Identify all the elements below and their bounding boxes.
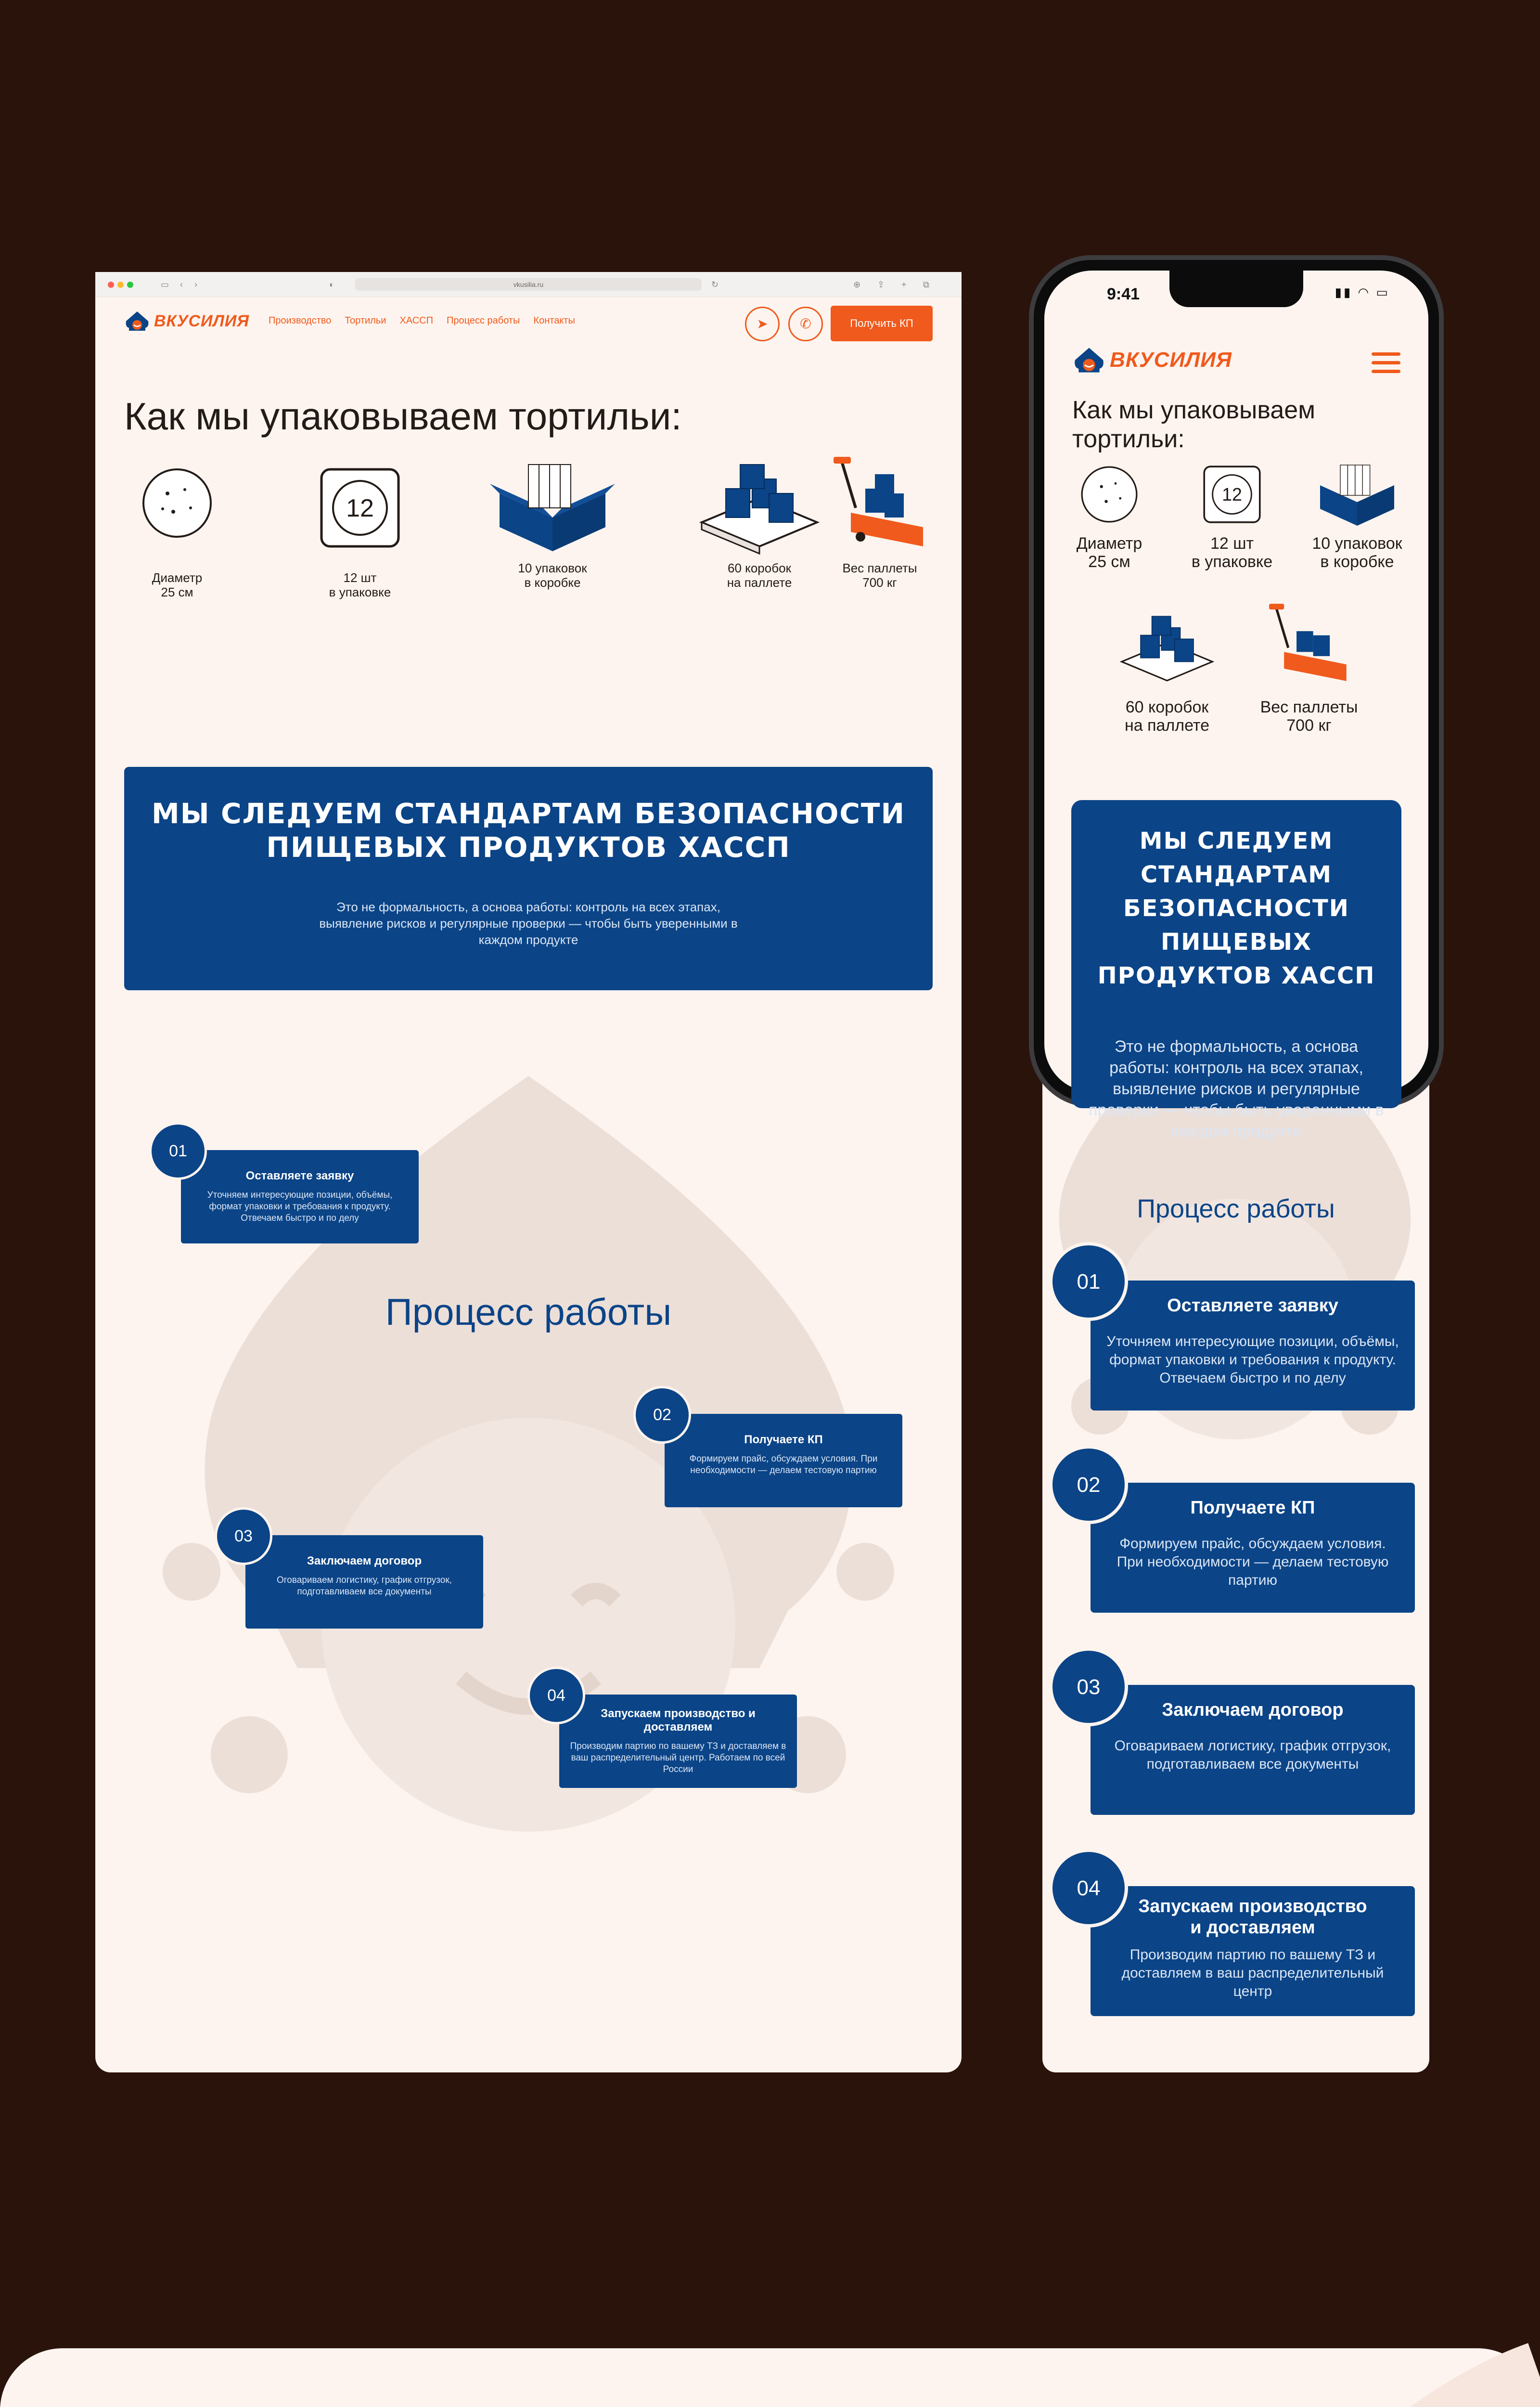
packaging-title: Как мы упаковываем тортильи: [124,395,682,438]
telegram-icon: ➤ [757,316,768,331]
tortilla-icon [1078,463,1141,526]
tortilla-icon [139,465,216,542]
main-nav [269,315,575,326]
step-badge-2: 02 [1049,1445,1128,1524]
pack-item-pallet [687,455,832,590]
tabs-overview-icon[interactable]: ⧉ [923,280,929,289]
pack-label: 10 упаковок в коробке [518,561,587,590]
process-title: Процесс работы [1137,1194,1335,1223]
mobile-page-continuation [1042,992,1429,2072]
step-badge-2: 02 [633,1386,691,1444]
haccp-description: Это не формальность, а основа работы: контроль на всех этапах, выявление рисков и регулярные проверки — чтобы быть уверенными в каждом продукте [1089,1037,1384,1140]
pack-badge: 12 [346,494,374,522]
desktop-mockup [95,272,962,2072]
step-title: Получаете КП [744,1433,823,1446]
reload-icon[interactable]: ↻ [711,280,719,289]
pallet-icon [692,455,827,551]
step-badge-3: 03 [215,1507,272,1565]
personas-section [0,2348,1540,2407]
step-card-2 [1091,1483,1415,1613]
pack-label: Диаметр 25 см [1076,534,1142,571]
phone-button[interactable] [788,307,823,341]
step-badge-1: 01 [1049,1242,1128,1321]
telegram-button[interactable] [745,307,780,341]
haccp-title: МЫ СЛЕДУЕМ СТАНДАРТАМ БЕЗОПАСНОСТИ ПИЩЕВЫХ ПРОДУКТОВ ХАССП [151,797,906,864]
minimize-window-button[interactable] [117,282,124,288]
pallet-icon [1114,608,1220,689]
step-description: Уточняем интересующие позиции, объёмы, формат упаковки и требования к продукту. Отвечаем быстро и по делу [1106,1333,1399,1386]
url-text: vkusilia.ru [513,281,544,288]
step-badge-3: 03 [1049,1647,1128,1726]
nav-link-production[interactable]: Производство [269,315,332,326]
logo-chef-hat-icon [1072,347,1106,374]
step-badge-1: 01 [149,1122,207,1180]
step-title: Заключаем договор [307,1554,422,1567]
browser-toolbar [95,272,962,297]
step-title: Запускаем производство и доставляем [601,1707,756,1734]
step-title: Оставляете заявку [245,1169,354,1182]
pack-item-weight [817,455,942,590]
haccp-banner [1071,800,1401,1140]
nav-link-contacts[interactable]: Контакты [533,315,575,326]
pack-item-weight [1256,598,1362,735]
step-description: Формируем прайс, обсуждаем условия. При необходимости — делаем тестовую партию [1116,1536,1389,1588]
step-card-3 [1091,1685,1415,1815]
step-badge-4: 04 [527,1667,585,1724]
pallet-jack-icon [1263,598,1355,689]
close-window-button[interactable] [108,282,114,288]
pack-item-quantity [307,465,413,599]
address-bar[interactable] [355,278,702,291]
logo-text: ВКУСИЛИЯ [154,311,250,330]
sidebar-icon[interactable]: ▭ [161,280,169,289]
haccp-banner [124,767,933,990]
pack-badge: 12 [1222,484,1242,505]
step-description: Оговариваем логистику, график отгрузок, подготавливаем все документы [1114,1738,1391,1772]
back-icon[interactable]: ‹ [180,280,183,289]
nav-link-process[interactable]: Процесс работы [446,315,520,326]
step-description: Формируем прайс, обсуждаем условия. При необходимости — делаем тестовую партию [689,1454,878,1475]
step-title: Получаете КП [1190,1498,1315,1518]
pack-label: Вес паллеты 700 кг [1260,698,1358,735]
logo-text: ВКУСИЛИЯ [1110,348,1232,372]
forward-icon[interactable]: › [194,280,197,289]
site-header [95,297,962,345]
site-logo[interactable] [124,311,249,332]
new-tab-icon[interactable]: + [901,280,907,289]
haccp-title: МЫ СЛЕДУЕМ СТАНДАРТАМ БЕЗОПАСНОСТИ ПИЩЕВЫХ ПРОДУКТОВ ХАССП [1097,828,1375,989]
box-icon [485,455,620,551]
step-card-2 [665,1414,902,1507]
phone-screen [1044,271,1428,1140]
pack-label: 12 шт в упаковке [329,570,391,599]
site-logo[interactable] [1072,347,1232,374]
step-card-1 [181,1150,419,1243]
nav-link-tortillas[interactable]: Тортильи [345,315,386,326]
phone-bezel [1034,260,1439,1140]
pack-item-diameter [1064,463,1155,571]
phone-icon: ✆ [800,316,811,331]
status-time: 9:41 [1107,285,1140,303]
phone-mockup [1029,255,1444,1140]
pack-label: Вес паллеты 700 кг [842,561,917,590]
box-icon [1309,458,1405,526]
step-title: Оставляете заявку [1167,1295,1338,1316]
dynamic-island [1169,271,1303,307]
pack-label: 60 коробок на паллете [727,561,792,590]
pack-item-diameter [124,465,230,599]
step-card-1 [1091,1281,1415,1411]
pack-12-icon [317,465,403,551]
pack-label: 10 упаковок в коробке [1312,534,1402,571]
get-offer-button[interactable]: Получить КП [831,306,933,341]
step-card-4 [1091,1886,1415,2016]
step-description: Уточняем интересующие позиции, объёмы, формат упаковки и требования к продукту. Отвечаем быстро и по делу [207,1190,393,1223]
pack-label: Диаметр 25 см [152,570,203,599]
pack-item-pallet [1112,608,1222,735]
step-badge-4: 04 [1049,1849,1128,1928]
pack-item-quantity [1184,463,1280,571]
step-description: Производим партию по вашему ТЗ и доставляем в ваш распределительный центр. Работаем по всей России [570,1741,786,1774]
pack-12-icon [1201,463,1263,526]
logo-chef-hat-icon [124,311,150,332]
packaging-title: Как мы упаковываем тортильи: [1072,396,1315,453]
pack-label: 60 коробок на паллете [1124,698,1209,735]
step-description: Оговариваем логистику, график отгрузок, подготавливаем все документы [277,1575,452,1597]
mascot-watermark [818,2348,1540,2407]
share-icon[interactable]: ⇪ [877,280,885,289]
pack-label: 12 шт в упаковке [1191,534,1273,571]
status-icons: ▮▮ ◠ ▭ [1335,285,1390,299]
nav-link-haccp[interactable]: ХАССП [399,315,433,326]
haccp-description: Это не формальность, а основа работы: контроль на всех этапах, выявление рисков и регулярные проверки — чтобы быть уверенными в каждом продукте [319,900,738,947]
pack-item-box [1304,458,1410,571]
menu-burger-icon[interactable] [1372,352,1400,374]
step-card-3 [245,1535,483,1629]
pallet-jack-icon [827,455,933,551]
privacy-shield-icon: ◐ [329,280,334,289]
process-title: Процесс работы [385,1291,672,1333]
step-title: Запускаем производство и доставляем [1138,1896,1367,1938]
step-card-4 [559,1695,797,1788]
maximize-window-button[interactable] [127,282,133,288]
pack-item-box [480,455,625,590]
step-title: Заключаем договор [1162,1700,1344,1720]
step-description: Производим партию по вашему ТЗ и доставляем в ваш распределительный центр [1121,1947,1384,1999]
downloads-icon[interactable]: ⊕ [853,280,861,289]
